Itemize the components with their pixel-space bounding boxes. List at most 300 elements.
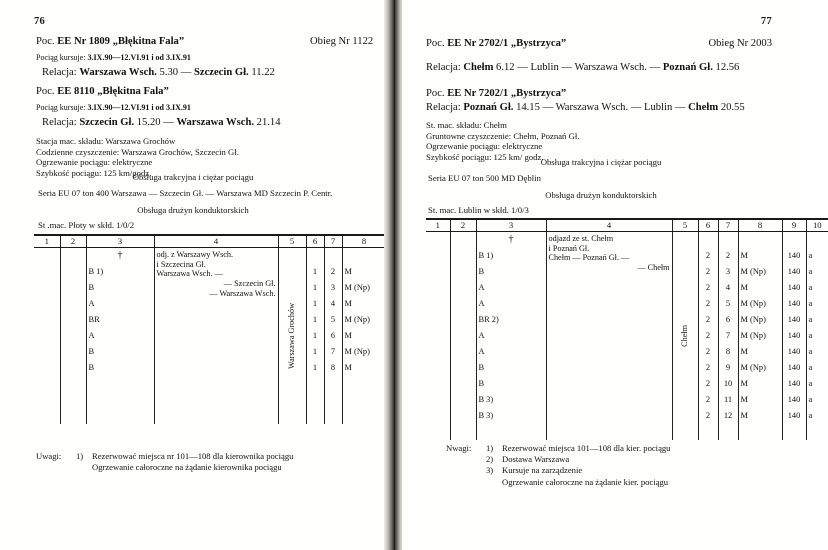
cell-c3 [476, 424, 546, 440]
cell-c7: 3 [718, 264, 738, 280]
cell-c8: M (Np) [738, 264, 782, 280]
cell-c7: 6 [718, 312, 738, 328]
cell-c9: 140 [782, 376, 806, 392]
station-vertical-label: Chełm [680, 325, 689, 347]
cell-c3: B [86, 344, 154, 360]
relacja-to: Szczecin Gł. [193, 67, 249, 78]
cell-c3: B 3) [476, 408, 546, 424]
note-text: Kursuje na zarządzenie [502, 465, 583, 476]
section-traction-right: Obsługa trakcyjna i ciężar pociągu [540, 157, 662, 167]
cell-c3: B [86, 360, 154, 376]
cell-c6: 1 [306, 280, 324, 296]
cell-c6: 1 [306, 264, 324, 280]
cell-c8: M (Np) [342, 344, 386, 360]
cell-c2 [60, 360, 86, 376]
cell-c9: 140 [782, 264, 806, 280]
page-number-left: 76 [34, 16, 46, 27]
cell-c2 [450, 376, 476, 392]
note-item [36, 462, 293, 473]
info-line: Gruntowne czyszczenie: Chełm, Poznań Gł. [426, 130, 580, 141]
dagger-icon: † [508, 234, 514, 245]
cell-c3: BR [86, 312, 154, 328]
cell-c7: 2 [324, 264, 342, 280]
desc-line: — Szczecin Gł. [223, 279, 276, 289]
table-row [426, 232, 828, 249]
info-line: Ogrzewanie pociągu: elektryczne [36, 157, 153, 168]
train-runs-2-left [36, 103, 191, 113]
note-number [76, 462, 92, 473]
cell-c1 [34, 248, 60, 265]
cell-c7 [324, 392, 342, 408]
desc-line: Warszawa Wsch. — [156, 269, 223, 279]
cell-c8: M [738, 392, 782, 408]
cell-c10: a [806, 344, 828, 360]
col-header-10: 10 [806, 219, 828, 232]
cell-c3: A [476, 280, 546, 296]
cell-c8: M [342, 360, 386, 376]
cell-c6: 2 [698, 392, 718, 408]
relacja-1-left [42, 67, 275, 80]
cell-c6: 2 [698, 264, 718, 280]
note-number: 1) [76, 451, 84, 461]
note-text: Ogrzewanie całoroczne na żądanie kier. pociągu [502, 476, 669, 487]
cell-c8: M (Np) [342, 312, 386, 328]
notes-label: Nwagi: [446, 443, 472, 453]
cell-c6: 1 [306, 312, 324, 328]
cell-c5-station [672, 232, 698, 441]
cell-c1 [426, 344, 450, 360]
cell-c10: a [806, 264, 828, 280]
cell-c8 [738, 424, 782, 440]
cell-c2 [60, 296, 86, 312]
cell-c7: 7 [718, 328, 738, 344]
relacja-to-time: 21.14 [256, 117, 281, 128]
obieg-number-left: Obieg Nr 1122 [310, 36, 374, 47]
relacja-label: Relacja: [42, 67, 77, 78]
cell-c2 [60, 376, 86, 392]
table-row [34, 248, 432, 265]
col-header-5: 5 [672, 219, 698, 232]
cell-c7: 12 [718, 408, 738, 424]
info-line: Stacja mac. składu: Warszawa Grochów [36, 136, 176, 146]
info-line: St. mac. składu: Chełm [426, 120, 507, 130]
note-number: 2) [486, 454, 494, 465]
cell-c8 [342, 376, 386, 392]
relacja-mid: — Lublin — Warszawa Wsch. — [517, 62, 661, 73]
kursuje-value: 3.IX.90—12.VI.91 i od 3.IX.91 [87, 103, 191, 112]
relacja-from: Warszawa Wsch. [79, 67, 157, 78]
section-crew-left: Obsługa drużyn konduktorskich [137, 205, 249, 215]
cell-c6 [306, 408, 324, 424]
cell-c3: B [86, 280, 154, 296]
note-text: Dostawa Warszawa [502, 454, 570, 465]
cell-c6: 2 [698, 328, 718, 344]
cell-c7: 7 [324, 344, 342, 360]
cell-c1 [426, 408, 450, 424]
schedule-table-right [426, 218, 822, 440]
cell-c8: M (Np) [738, 360, 782, 376]
cell-c8: M (Np) [738, 296, 782, 312]
cell-c2 [60, 312, 86, 328]
notes-label-spacer [446, 454, 486, 465]
cell-c7: 5 [324, 312, 342, 328]
cell-c1 [426, 248, 450, 264]
cell-c6 [306, 248, 324, 265]
note-text: Rezerwować miejsca nr 101—108 dla kierownika pociągu [92, 451, 294, 461]
schedule-table [34, 234, 432, 424]
poc-prefix: Poc. [36, 86, 55, 97]
cell-c1 [426, 296, 450, 312]
cell-c10: a [806, 296, 828, 312]
train-runs-1-left [36, 53, 191, 63]
cell-c7: 3 [324, 280, 342, 296]
col-header-3: 3 [476, 219, 546, 232]
cell-c1 [426, 392, 450, 408]
cell-c6: 2 [698, 408, 718, 424]
cell-c8 [342, 392, 386, 408]
cell-c6 [306, 376, 324, 392]
info-line: Ogrzewanie pociągu: elektryczne [426, 141, 543, 152]
relacja-from: Szczecin Gł. [79, 117, 135, 128]
poc-prefix: Poc. [426, 38, 445, 49]
cell-c6: 1 [306, 296, 324, 312]
col-header-9: 9 [782, 219, 806, 232]
cell-c9: 140 [782, 408, 806, 424]
station-vertical-wrap [279, 248, 306, 424]
cell-c2 [450, 408, 476, 424]
relacja-label: Relacja: [42, 117, 77, 128]
cell-c6: 1 [306, 344, 324, 360]
cell-c9: 140 [782, 392, 806, 408]
cell-c5-station [278, 248, 306, 425]
cell-c7 [324, 408, 342, 424]
notes-label-spacer [446, 477, 486, 488]
cell-c1 [34, 392, 60, 408]
col-header-1: 1 [34, 235, 60, 248]
cell-c3: B [476, 376, 546, 392]
cell-c2 [450, 280, 476, 296]
table-header-row [426, 219, 828, 232]
cell-c8: M (Np) [738, 328, 782, 344]
relacja-b-time: 20.55 [720, 102, 745, 113]
cell-c8: M [342, 264, 386, 280]
cell-c8: M [738, 376, 782, 392]
cell-c6: 1 [306, 328, 324, 344]
cell-c7 [718, 232, 738, 249]
cell-c1 [426, 376, 450, 392]
relacja-to-time: 11.22 [251, 67, 275, 78]
cell-c2 [60, 344, 86, 360]
cell-c8: M [342, 296, 386, 312]
cell-c6: 2 [698, 360, 718, 376]
cell-c9: 140 [782, 328, 806, 344]
station-vertical-label: Warszawa Grochów [287, 303, 296, 369]
col-header-8: 8 [738, 219, 782, 232]
cell-c8: M (Np) [738, 312, 782, 328]
cell-c1 [426, 360, 450, 376]
cell-c7 [718, 424, 738, 440]
cell-c7: 11 [718, 392, 738, 408]
relacja-b: Poznań Gł. [662, 62, 713, 73]
cell-c1 [34, 344, 60, 360]
relacja-label: Relacja: [426, 62, 461, 73]
kursuje-label: Pociąg kursuje: [36, 103, 86, 112]
train-heading-1-left [36, 36, 184, 49]
desc-line: i Szczecina Gł. [156, 259, 206, 269]
poc-name: EE Nr 1809 „Błękitna Fala” [57, 36, 185, 47]
note-number [486, 477, 502, 488]
cell-c1 [34, 360, 60, 376]
cell-c7: 2 [718, 248, 738, 264]
notes-label-spacer [446, 465, 486, 476]
notes-right [446, 443, 670, 488]
cell-c8: M [738, 280, 782, 296]
book-gutter [384, 0, 404, 550]
cell-c3: B 1) [86, 264, 154, 280]
notes-label-spacer [36, 462, 76, 473]
cell-c10: a [806, 360, 828, 376]
cell-c3: A [476, 344, 546, 360]
cell-c3: A [476, 328, 546, 344]
cell-c10 [806, 424, 828, 440]
cell-c8: M (Np) [342, 280, 386, 296]
notes-label: Uwagi: [36, 451, 62, 461]
cell-c6 [698, 232, 718, 249]
note-text: Rezerwować miejsca 101—108 dla kier. pociągu [502, 443, 671, 453]
poc-name: EE Nr 2702/1 „Bystrzyca” [447, 38, 567, 49]
cell-c10: a [806, 248, 828, 264]
cell-c3: B [476, 360, 546, 376]
note-item [446, 443, 670, 454]
table-body [34, 248, 432, 425]
cell-c7: 6 [324, 328, 342, 344]
relacja-a-time: 6.12 [496, 62, 515, 73]
cell-c4-description [546, 232, 672, 441]
note-number: 3) [486, 465, 494, 476]
cell-c3 [86, 408, 154, 424]
cell-c1 [426, 424, 450, 440]
note-item [446, 454, 670, 465]
cell-c3 [476, 232, 546, 249]
cell-c10: a [806, 376, 828, 392]
cell-c2 [60, 248, 86, 265]
col-header-4: 4 [154, 235, 278, 248]
col-header-4: 4 [546, 219, 672, 232]
cell-c3 [86, 392, 154, 408]
section-crew-right: Obsługa drużyn konduktorskich [545, 190, 657, 200]
desc-line: odj. z Warszawy Wsch. [156, 250, 234, 259]
train-heading-2-left [36, 86, 169, 99]
relacja-a-time: 14.15 [516, 102, 540, 113]
cell-c2 [450, 328, 476, 344]
cell-c8 [738, 232, 782, 249]
note-text: Ogrzewanie całoroczne na żądanie kierownika pociągu [92, 462, 282, 473]
cell-c6: 2 [698, 296, 718, 312]
relacja-mid: — Warszawa Wsch. — Lublin — [542, 102, 686, 113]
relacja-a: Chełm [463, 62, 494, 73]
cell-c7: 4 [324, 296, 342, 312]
notes-left [36, 451, 293, 473]
station-vertical-wrap [673, 232, 698, 440]
schedule-table-left [34, 234, 378, 424]
desc-line: Chełm — Poznań Gł. — [548, 253, 630, 263]
relacja-a: Poznań Gł. [463, 102, 514, 113]
cell-c3 [86, 376, 154, 392]
cell-c6: 2 [698, 280, 718, 296]
cell-c6: 2 [698, 376, 718, 392]
traction-line-right: Seria EU 07 ton 500 MD Dęblin [428, 173, 541, 183]
note-item [36, 451, 293, 462]
note-item [446, 465, 670, 476]
cell-c1 [426, 312, 450, 328]
page-left [0, 0, 386, 550]
col-header-2: 2 [60, 235, 86, 248]
cell-c2 [450, 264, 476, 280]
relacja-from-time: 15.20 [136, 117, 161, 128]
cell-c1 [34, 328, 60, 344]
info-line: Szybkość pociągu: 125 km/godz. [36, 167, 152, 178]
section-traction-left: Obsługa trakcyjna i ciężar pociągu [132, 172, 254, 182]
cell-c10: a [806, 408, 828, 424]
relacja-b: Chełm [688, 102, 719, 113]
cell-c3: A [86, 328, 154, 344]
page-number-right: 77 [760, 16, 772, 27]
cell-c4-description [154, 248, 278, 425]
desc-line: — Warszawa Wsch. [209, 288, 276, 298]
cell-c2 [60, 264, 86, 280]
cell-c7: 10 [718, 376, 738, 392]
cell-c8 [342, 248, 386, 265]
cell-c3: B 3) [476, 392, 546, 408]
col-header-2: 2 [450, 219, 476, 232]
cell-c1 [34, 376, 60, 392]
relacja-from-time: 5.30 [159, 67, 179, 78]
relacja-1-right [426, 62, 739, 75]
cell-c2 [60, 280, 86, 296]
cell-c10 [806, 232, 828, 249]
cell-c9: 140 [782, 344, 806, 360]
cell-c2 [450, 344, 476, 360]
cell-c9: 140 [782, 280, 806, 296]
cell-c2 [450, 232, 476, 249]
cell-c9: 140 [782, 248, 806, 264]
traction-line-left: Seria EU 07 ton 400 Warszawa — Szczecin Gł. — Warszawa MD Szczecin P. Centr. [38, 188, 333, 198]
cell-c3: BR 2) [476, 312, 546, 328]
cell-c9: 140 [782, 312, 806, 328]
cell-c8: M [738, 344, 782, 360]
cell-c9: 140 [782, 296, 806, 312]
cell-c2 [450, 424, 476, 440]
col-header-3: 3 [86, 235, 154, 248]
cell-c7: 5 [718, 296, 738, 312]
train-heading-1-right [426, 38, 566, 51]
schedule-table [426, 218, 828, 440]
cell-c7 [324, 376, 342, 392]
cell-c7: 4 [718, 280, 738, 296]
cell-c8: M [342, 328, 386, 344]
cell-c1 [426, 264, 450, 280]
cell-c7: 8 [324, 360, 342, 376]
cell-c7 [324, 248, 342, 265]
poc-prefix: Poc. [426, 88, 445, 99]
relacja-to: Warszawa Wsch. [176, 117, 254, 128]
desc-line: odjazd ze st. Chełm [548, 234, 614, 243]
crew-line-right: St. mac. Lublin w skłd. 1/0/3 [428, 205, 529, 215]
info-line: Codzienne czyszczenie: Warszawa Grochów, Szczecin Gł. [36, 146, 239, 157]
cell-c1 [34, 296, 60, 312]
description-block [549, 234, 670, 273]
description-block [157, 250, 276, 298]
cell-c1 [426, 328, 450, 344]
table-body [426, 232, 828, 441]
cell-c2 [60, 408, 86, 424]
note-number: 1) [486, 443, 494, 453]
cell-c2 [450, 360, 476, 376]
cell-c8 [342, 408, 386, 424]
cell-c3: A [86, 296, 154, 312]
relacja-dash: — [163, 117, 174, 128]
page-right [402, 0, 822, 550]
cell-c2 [450, 392, 476, 408]
cell-c6 [306, 392, 324, 408]
cell-c10: a [806, 328, 828, 344]
col-header-5: 5 [278, 235, 306, 248]
cell-c10: a [806, 312, 828, 328]
cell-c3: A [476, 296, 546, 312]
col-header-7: 7 [324, 235, 342, 248]
col-header-8: 8 [342, 235, 386, 248]
cell-c3 [86, 248, 154, 265]
cell-c2 [450, 248, 476, 264]
col-header-6: 6 [698, 219, 718, 232]
cell-c1 [34, 408, 60, 424]
cell-c9 [782, 232, 806, 249]
cell-c2 [60, 328, 86, 344]
cell-c8: M [738, 408, 782, 424]
crew-line-left: St .mac. Płoty w skłd. 1/0/2 [38, 220, 135, 230]
dagger-icon: † [117, 250, 123, 261]
note-item [446, 477, 670, 488]
cell-c6: 2 [698, 312, 718, 328]
cell-c2 [60, 392, 86, 408]
desc-line: i Poznań Gł. [548, 243, 590, 253]
relacja-label: Relacja: [426, 102, 461, 113]
train-heading-2-right [426, 88, 566, 101]
cell-c6: 2 [698, 248, 718, 264]
cell-c1 [426, 280, 450, 296]
col-header-6: 6 [306, 235, 324, 248]
poc-name: EE 8110 „Błękitna Fala” [57, 86, 169, 97]
cell-c1 [34, 264, 60, 280]
cell-c1 [426, 232, 450, 249]
cell-c1 [34, 280, 60, 296]
poc-prefix: Poc. [36, 36, 55, 47]
cell-c2 [450, 312, 476, 328]
cell-c9: 140 [782, 360, 806, 376]
cell-c7: 9 [718, 360, 738, 376]
kursuje-value: 3.IX.90—12.VI.91 i od 3.IX.91 [87, 53, 191, 62]
cell-c7: 8 [718, 344, 738, 360]
obieg-number-right: Obieg Nr 2003 [708, 38, 772, 49]
cell-c6 [698, 424, 718, 440]
cell-c6: 2 [698, 344, 718, 360]
relacja-2-right [426, 102, 745, 115]
poc-name: EE Nr 7202/1 „Bystrzyca” [447, 88, 567, 99]
cell-c1 [34, 312, 60, 328]
relacja-b-time: 12.56 [715, 62, 740, 73]
cell-c6: 1 [306, 360, 324, 376]
info-line: Szybkość pociągu: 125 km/ godz. [426, 151, 544, 162]
